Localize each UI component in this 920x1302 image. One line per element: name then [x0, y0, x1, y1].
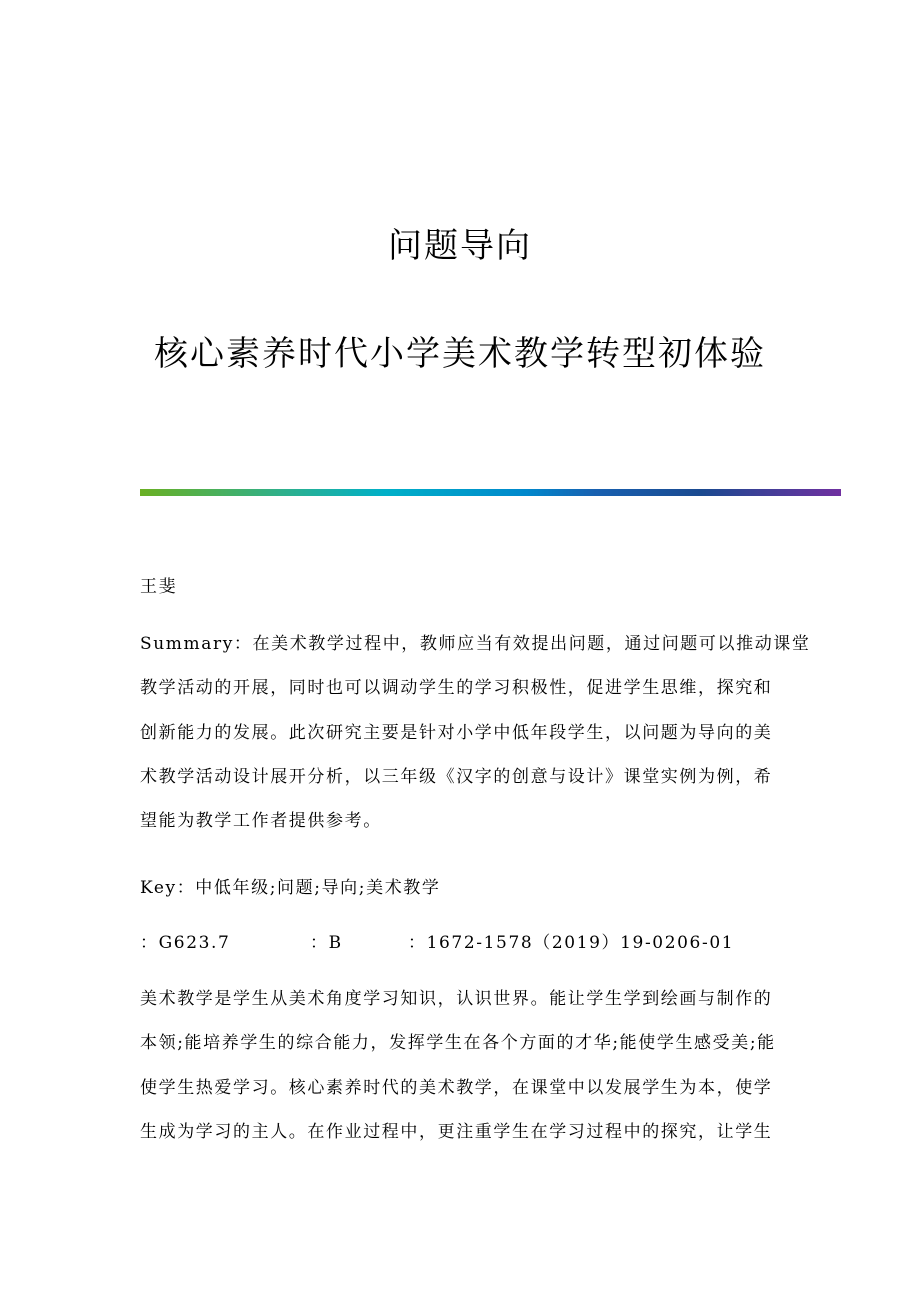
document-code: ：B: [310, 933, 343, 953]
summary-line: 术教学活动设计展开分析，以三年级《汉字的创意与设计》课堂实例为例，希: [140, 766, 773, 787]
summary-line: 望能为教学工作者提供参考。: [140, 811, 382, 832]
clc-number: ：G623.7: [140, 933, 231, 953]
body-line: 美术教学是学生从美术角度学习知识，认识世界。能让学生学到绘画与制作的: [140, 989, 773, 1009]
keywords: Key：中低年级;问题;导向;美术教学: [140, 878, 441, 898]
article-id: ：1672-1578（2019）19-0206-01: [408, 933, 735, 953]
author: 王斐: [140, 577, 178, 597]
body-line: 本领;能培养学生的综合能力，发挥学生在各个方面的才华;能使学生感受美;能: [140, 1033, 776, 1054]
gradient-divider: [140, 489, 841, 496]
body-text: [140, 977, 776, 1154]
document-title: 问题导向: [388, 226, 532, 266]
classification-info: [140, 921, 734, 965]
summary-line: Summary：在美术教学过程中，教师应当有效提出问题，通过问题可以推动课堂: [140, 634, 811, 654]
document-subtitle: 核心素养时代小学美术教学转型初体验: [154, 334, 766, 374]
body-line: 生成为学习的主人。在作业过程中，更注重学生在学习过程中的探究，让学生: [140, 1121, 773, 1142]
summary: [140, 622, 811, 843]
body-line: 使学生热爱学习。核心素养时代的美术教学，在课堂中以发展学生为本，使学: [140, 1077, 773, 1098]
summary-line: 教学活动的开展，同时也可以调动学生的学习积极性，促进学生思维，探究和: [140, 678, 773, 699]
summary-line: 创新能力的发展。此次研究主要是针对小学中低年段学生，以问题为导向的美: [140, 722, 773, 743]
